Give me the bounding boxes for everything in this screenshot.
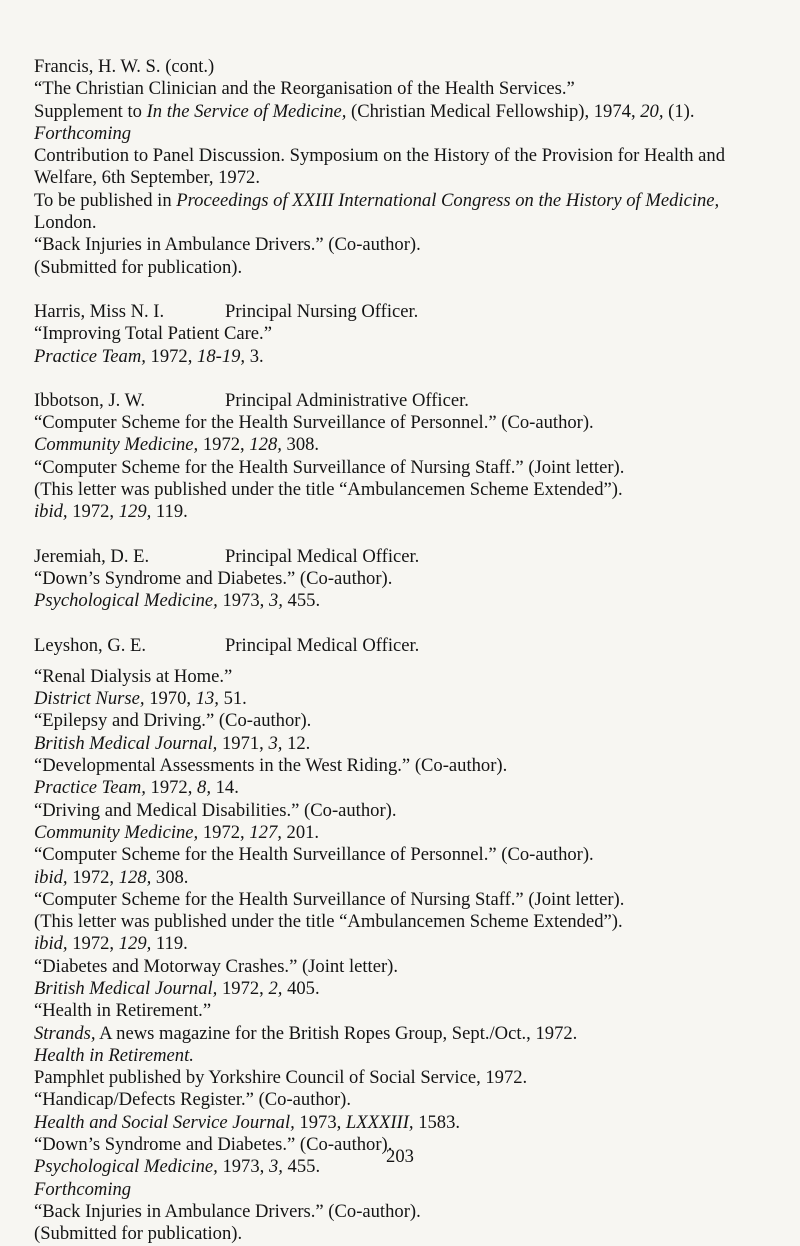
author-name: Ibbotson, J. W.	[34, 389, 146, 411]
citation-line: Pamphlet published by Yorkshire Council of Social Service, 1972.	[34, 1067, 528, 1089]
citation-line: “Health in Retirement.”	[34, 1000, 212, 1022]
italic-text: 129,	[118, 501, 152, 523]
citation-line: ibid, 1972, 129, 119.	[34, 501, 188, 523]
citation-line: Supplement to In the Service of Medicine, (Christian Medical Fellowship), 1974, 20, (1).	[34, 100, 695, 122]
author-role: Principal Medical Officer.	[225, 634, 420, 656]
italic-text: 20,	[640, 100, 664, 122]
italic-text: 2,	[268, 977, 283, 999]
citation-line: “Developmental Assessments in the West Riding.” (Co-author).	[34, 755, 508, 777]
citation-line: “Down’s Syndrome and Diabetes.” (Co-author).	[34, 1134, 393, 1156]
citation-line: “Diabetes and Motorway Crashes.” (Joint letter).	[34, 955, 399, 977]
citation-line: “Epilepsy and Driving.” (Co-author).	[34, 710, 312, 732]
citation-line: (This letter was published under the title “Ambulancemen Scheme Extended”).	[34, 479, 623, 501]
italic-text: ibid,	[34, 501, 68, 523]
page-number: 203	[386, 1146, 414, 1167]
citation-line: Psychological Medicine, 1973, 3, 455.	[34, 1156, 321, 1178]
section-spacer	[34, 613, 764, 635]
italic-text: LXXXIII,	[345, 1111, 414, 1133]
author-section-ibbotson	[34, 390, 764, 524]
italic-text: Forthcoming	[34, 122, 132, 144]
section-spacer	[34, 524, 764, 546]
citation-line: Contribution to Panel Discussion. Symposium on the History of the Provision for Health and Welfare, 6th September, 1972.	[34, 145, 726, 189]
section-spacer	[34, 279, 764, 301]
citation-line: “Handicap/Defects Register.” (Co-author).	[34, 1089, 352, 1111]
italic-text: Community Medicine,	[34, 434, 199, 456]
author-name: Harris, Miss N. I.	[34, 300, 165, 322]
author-heading	[34, 635, 764, 657]
citation-line: “Computer Scheme for the Health Surveillance of Nursing Staff.” (Joint letter).	[34, 888, 625, 910]
author-section-francis	[34, 56, 764, 279]
author-name: Jeremiah, D. E.	[34, 545, 150, 567]
citation-line: (This letter was published under the title “Ambulancemen Scheme Extended”).	[34, 911, 623, 933]
citation-line: “Driving and Medical Disabilities.” (Co-author).	[34, 799, 397, 821]
italic-text: Strands,	[34, 1022, 96, 1044]
italic-text: Practice Team,	[34, 345, 146, 367]
italic-text: Psychological Medicine,	[34, 590, 218, 612]
citation-line: District Nurse, 1970, 13, 51.	[34, 688, 247, 710]
italic-text: 3,	[268, 590, 283, 612]
citation-line: Psychological Medicine, 1973, 3, 455.	[34, 590, 321, 612]
author-role: Principal Nursing Officer.	[225, 300, 419, 322]
italic-text: Forthcoming	[34, 1178, 132, 1200]
citation-line: Practice Team, 1972, 8, 14.	[34, 777, 239, 799]
author-heading	[34, 301, 764, 323]
italic-text: 128,	[118, 866, 152, 888]
author-heading	[34, 390, 764, 412]
italic-text: Health and Social Service Journal,	[34, 1111, 295, 1133]
italic-text: British Medical Journal,	[34, 732, 218, 754]
author-role: Principal Administrative Officer.	[225, 389, 469, 411]
citation-line: Community Medicine, 1972, 127, 201.	[34, 821, 320, 843]
italic-text: Proceedings of XXIII International Congress on the History of Medicine,	[176, 189, 720, 211]
citation-line: “Improving Total Patient Care.”	[34, 323, 272, 345]
citation-line: ibid, 1972, 128, 308.	[34, 866, 189, 888]
citation-line: “Computer Scheme for the Health Surveillance of Personnel.” (Co-author).	[34, 412, 594, 434]
italic-text: In the Service of Medicine,	[146, 100, 347, 122]
italic-text: ibid,	[34, 933, 68, 955]
citation-line	[34, 123, 764, 145]
citation-line: “Back Injuries in Ambulance Drivers.” (Co-author).	[34, 234, 421, 256]
italic-text: 127,	[249, 821, 282, 843]
author-section-harris	[34, 301, 764, 368]
citation-line: ibid, 1972, 129, 119.	[34, 933, 188, 955]
italic-text: 8,	[197, 777, 211, 799]
italic-text: ibid,	[34, 866, 68, 888]
italic-text: British Medical Journal,	[34, 977, 218, 999]
author-section-jeremiah	[34, 546, 764, 613]
author-heading	[34, 546, 764, 568]
italic-text: Community Medicine,	[34, 821, 199, 843]
citation-line: “Back Injuries in Ambulance Drivers.” (Co-author).	[34, 1200, 421, 1222]
italic-text: Health in Retirement.	[34, 1044, 194, 1066]
citation-line: Practice Team, 1972, 18-19, 3.	[34, 345, 264, 367]
citation-line: “Renal Dialysis at Home.”	[34, 665, 233, 687]
italic-text: 13,	[195, 688, 219, 710]
citation-line: “The Christian Clinician and the Reorganisation of the Health Services.”	[34, 78, 575, 100]
citation-line: British Medical Journal, 1972, 2, 405.	[34, 977, 320, 999]
citation-line: Strands, A news magazine for the British Ropes Group, Sept./Oct., 1972.	[34, 1022, 578, 1044]
citation-line: To be published in Proceedings of XXIII International Congress on the History of Medicine, London.	[34, 189, 720, 234]
italic-text: Psychological Medicine,	[34, 1156, 218, 1178]
author-heading: Francis, H. W. S. (cont.)	[34, 56, 215, 77]
italic-text: Practice Team,	[34, 777, 146, 799]
citation-line: “Computer Scheme for the Health Surveillance of Personnel.” (Co-author).	[34, 844, 594, 866]
italic-text: 18-19,	[197, 345, 246, 367]
citation-line	[34, 1045, 764, 1067]
citation-line: (Submitted for publication).	[34, 256, 243, 278]
italic-text: 128,	[249, 434, 282, 456]
italic-text: 3,	[268, 732, 283, 754]
italic-text: 3,	[268, 1156, 283, 1178]
citation-line: “Down’s Syndrome and Diabetes.” (Co-author).	[34, 567, 393, 589]
citation-line	[34, 1179, 764, 1201]
citation-line: “Computer Scheme for the Health Surveillance of Nursing Staff.” (Joint letter).	[34, 456, 625, 478]
italic-text: District Nurse,	[34, 688, 145, 710]
italic-text: 129,	[118, 933, 152, 955]
author-role: Principal Medical Officer.	[225, 545, 420, 567]
citation-line: Community Medicine, 1972, 128, 308.	[34, 434, 320, 456]
citation-line: British Medical Journal, 1971, 3, 12.	[34, 732, 311, 754]
citation-line: (Submitted for publication).	[34, 1223, 243, 1245]
citation-line: Health and Social Service Journal, 1973, LXXXIII, 1583.	[34, 1111, 461, 1133]
section-spacer	[34, 368, 764, 390]
author-name: Leyshon, G. E.	[34, 634, 147, 656]
